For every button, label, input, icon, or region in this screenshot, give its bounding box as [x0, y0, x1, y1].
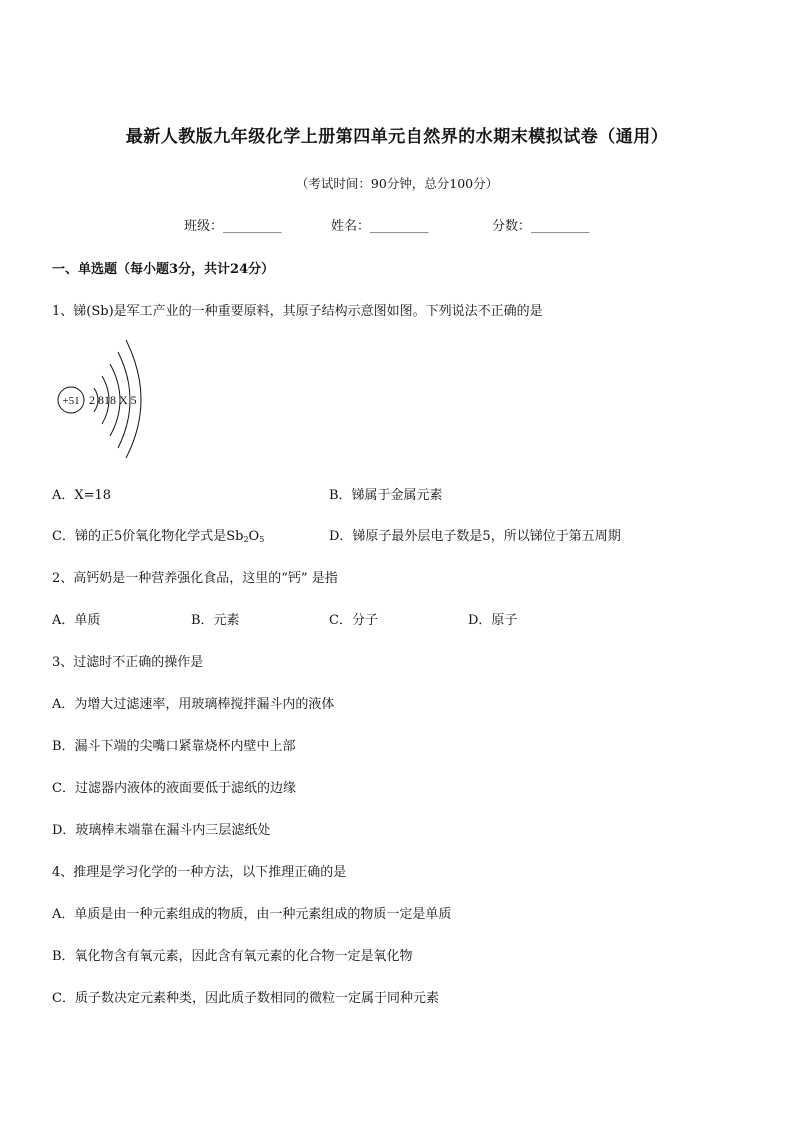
question-3-stem: 3、过滤时不正确的操作是: [52, 655, 204, 670]
q1-option-b: B．锑属于金属元素: [329, 488, 443, 503]
question-2-stem: 2、高钙奶是一种营养强化食品，这里的“钙” 是指: [52, 571, 338, 586]
q3-option-a: A．为增大过滤速率，用玻璃棒搅拌漏斗内的液体: [52, 697, 335, 712]
q4-option-a: A．单质是由一种元素组成的物质，由一种元素组成的物质一定是单质: [52, 907, 452, 922]
q3-option-b: B．漏斗下端的尖嘴口紧靠烧杯内壁中上部: [52, 739, 296, 754]
q1-option-c: [52, 525, 264, 544]
formula-subscript-5: 5: [259, 535, 265, 544]
name-field: 姓名：_________: [331, 219, 429, 234]
q1-option-a: A．X=18: [52, 488, 112, 503]
q2-option-b: B．元素: [191, 613, 240, 628]
q4-option-b: B．氧化物含有氧元素，因此含有氧元素的化合物一定是氧化物: [52, 949, 413, 964]
q3-option-d: D．玻璃棒末端靠在漏斗内三层滤纸处: [52, 823, 271, 838]
q2-option-d: D．原子: [468, 613, 518, 628]
shell-electron-counts: 2 818 X 5: [89, 393, 137, 407]
formula-subscript-2: 2: [243, 535, 249, 544]
q3-option-c: C．过滤器内液体的液面要低于滤纸的边缘: [52, 781, 296, 796]
q1-option-c-text: C．锑的正5价氧化物化学式是Sb: [52, 529, 244, 544]
q1-option-d: D．锑原子最外层电子数是5，所以锑位于第五周期: [329, 529, 621, 544]
q4-option-c: C．质子数决定元素种类，因此质子数相同的微粒一定属于同种元素: [52, 991, 439, 1006]
question-4-stem: 4、推理是学习化学的一种方法，以下推理正确的是: [52, 865, 347, 880]
formula-oxygen: O: [248, 529, 260, 544]
section-heading: 一、单选题（每小题3分，共计24分）: [52, 262, 275, 277]
class-field: 班级：_________: [184, 219, 282, 234]
exam-time-note: （考试时间：90分钟，总分100分）: [295, 176, 499, 191]
score-field: 分数：_________: [492, 219, 590, 234]
q2-option-a: A．单质: [52, 613, 101, 628]
question-1-stem: 1、锑(Sb)是军工产业的一种重要原料，其原子结构示意图如图。下列说法不正确的是: [52, 304, 543, 319]
antimony-atom-structure-diagram: [52, 330, 172, 460]
nucleus-charge: +51: [62, 395, 80, 407]
page-title: 最新人教版九年级化学上册第四单元自然界的水期末模拟试卷（通用）: [125, 127, 669, 147]
q2-option-c: C．分子: [329, 613, 378, 628]
